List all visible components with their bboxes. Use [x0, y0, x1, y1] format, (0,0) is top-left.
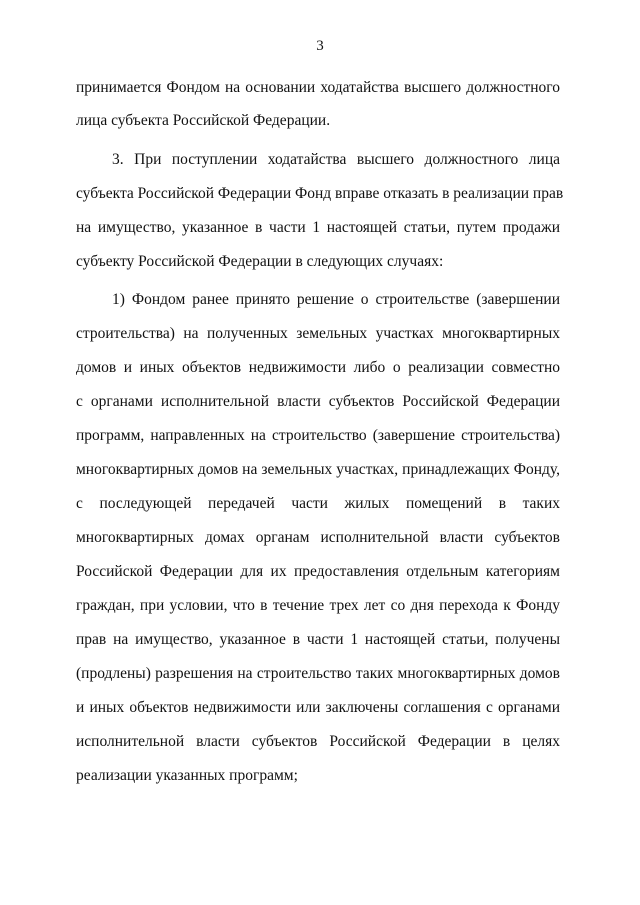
- text-line: исполнительной власти субъектов Российской Федерации в целях: [76, 733, 560, 750]
- text-line: принимается Фондом на основании ходатайства высшего должностного: [76, 79, 560, 96]
- text-line: 3. При поступлении ходатайства высшего должностного лица: [112, 151, 560, 168]
- text-line: с органами исполнительной власти субъектов Российской Федерации: [76, 393, 560, 410]
- text-line: Российской Федерации для их предоставления отдельным категориям: [76, 563, 560, 580]
- text-line: субъекту Российской Федерации в следующих случаях:: [76, 253, 444, 270]
- text-line: и иных объектов недвижимости или заключены соглашения с органами: [76, 699, 560, 716]
- text-line: с последующей передачей части жилых помещений в таких: [76, 495, 560, 512]
- text-line: лица субъекта Российской Федерации.: [76, 112, 331, 129]
- text-line: на имущество, указанное в части 1 настоящей статьи, путем продажи: [76, 219, 560, 236]
- text-line: субъекта Российской Федерации Фонд вправе отказать в реализации прав: [76, 185, 564, 202]
- page-number: 3: [316, 38, 324, 54]
- text-line: строительства) на полученных земельных участках многоквартирных: [76, 325, 560, 342]
- text-line: многоквартирных домах органам исполнительной власти субъектов: [76, 529, 560, 546]
- text-line: реализации указанных программ;: [76, 767, 298, 784]
- text-line: (продлены) разрешения на строительство таких многоквартирных домов: [76, 665, 560, 682]
- text-line: многоквартирных домов на земельных участках, принадлежащих Фонду,: [76, 461, 560, 478]
- text-line: домов и иных объектов недвижимости либо о реализации совместно: [76, 359, 560, 376]
- text-line: прав на имущество, указанное в части 1 настоящей статьи, получены: [76, 631, 560, 648]
- text-line: программ, направленных на строительство (завершение строительства): [76, 427, 560, 444]
- text-line: 1) Фондом ранее принято решение о строительстве (завершении: [112, 291, 560, 308]
- text-line: граждан, при условии, что в течение трех лет со дня перехода к Фонду: [76, 597, 560, 614]
